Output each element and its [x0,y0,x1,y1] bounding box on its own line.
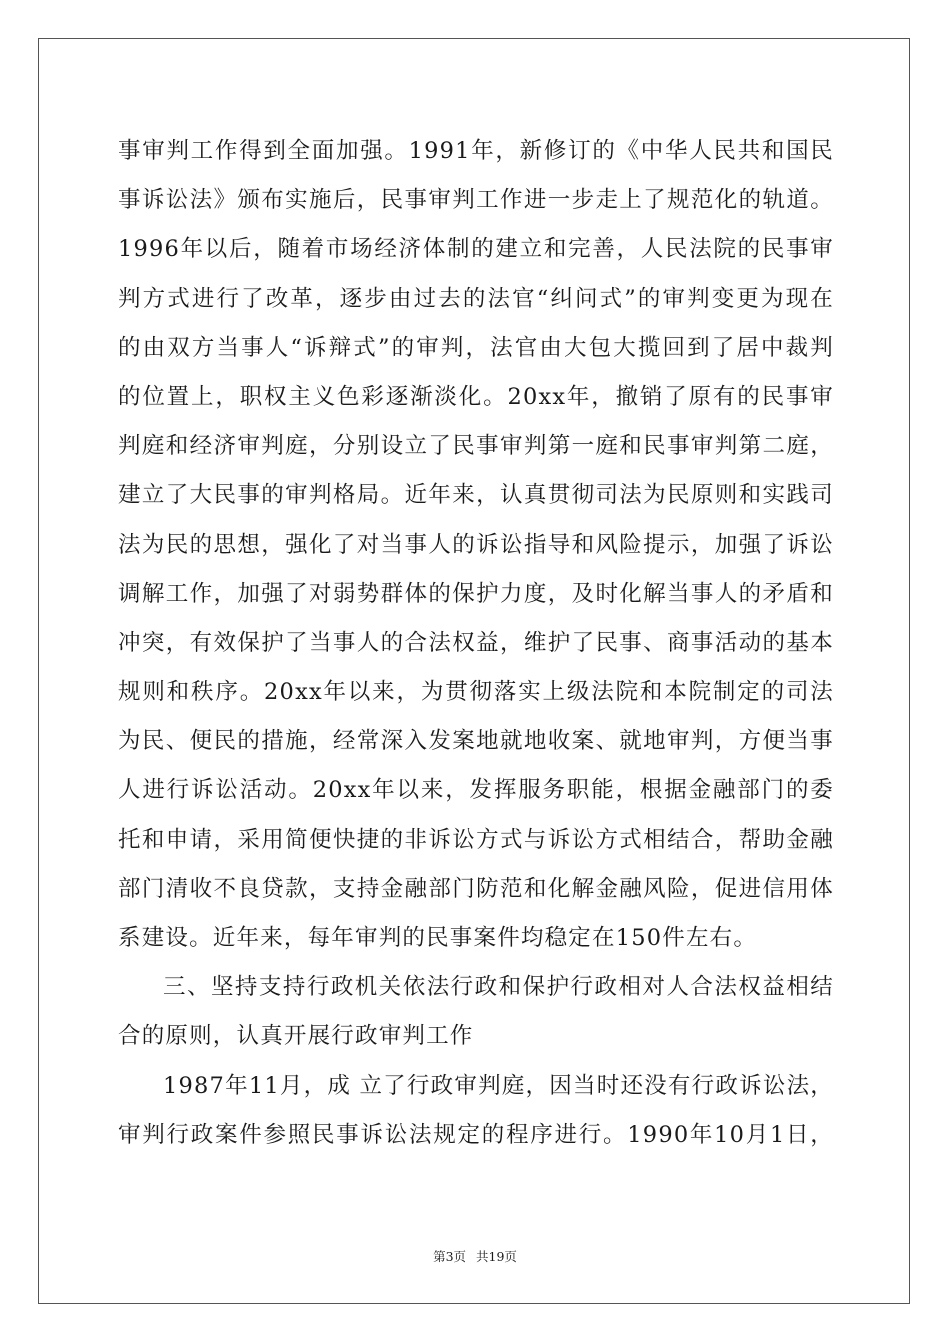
page-footer [0,1247,950,1265]
text-line: 合的原则，认真开展行政审判工作 [118,1023,474,1050]
text-line: 冲突，有效保护了当事人的合法权益，维护了民事、商事活动的基本 [118,629,834,656]
text-line: 规则和秩序。20xx年以来，为贯彻落实上级法院和本院制定的司法 [118,679,834,706]
text-line: 法为民的思想，强化了对当事人的诉讼指导和风险提示，加强了诉讼 [118,531,834,558]
text-line: 1996年以后，随着市场经济体制的建立和完善，人民法院的民事审 [118,236,834,263]
text-line: 调解工作，加强了对弱势群体的保护力度，及时化解当事人的矛盾和 [118,580,834,607]
document-body [118,127,834,1160]
text-line: 判庭和经济审判庭，分别设立了民事审判第一庭和民事审判第二庭， [118,433,834,460]
text-line: 1987年11月，成 立了行政审判庭，因当时还没有行政诉讼法， [163,1072,834,1099]
text-line: 的位置上，职权主义色彩逐渐淡化。20xx年，撤销了原有的民事审 [118,383,834,410]
text-line: 判方式进行了改革，逐步由过去的法官“纠问式”的审判变更为现在 [118,285,834,312]
text-line: 部门清收不良贷款，支持金融部门防范和化解金融风险，促进信用体 [118,875,834,902]
text-line: 建立了大民事的审判格局。近年来，认真贯彻司法为民原则和实践司 [118,482,834,509]
text-line: 为民、便民的措施，经常深入发案地就地收案、就地审判，方便当事 [118,728,834,755]
total-page-count: 共19页 [476,1249,517,1264]
text-line: 人进行诉讼活动。20xx年以来，发挥服务职能，根据金融部门的委 [118,777,834,804]
text-line: 托和申请，采用简便快捷的非诉讼方式与诉讼方式相结合，帮助金融 [118,826,834,853]
current-page-number: 第3页 [433,1249,467,1264]
text-line: 三、坚持支持行政机关依法行政和保护行政相对人合法权益相结 [163,974,834,1001]
text-line: 审判行政案件参照民事诉讼法规定的程序进行。1990年10月1日， [118,1121,834,1148]
text-line: 事诉讼法》颁布实施后，民事审判工作进一步走上了规范化的轨道。 [118,187,834,214]
text-line: 事审判工作得到全面加强。1991年，新修订的《中华人民共和国民 [118,138,834,164]
text-line: 的由双方当事人“诉辩式”的审判，法官由大包大揽回到了居中裁判 [118,334,834,361]
text-line: 系建设。近年来，每年审判的民事案件均稳定在150件左右。 [118,925,758,951]
